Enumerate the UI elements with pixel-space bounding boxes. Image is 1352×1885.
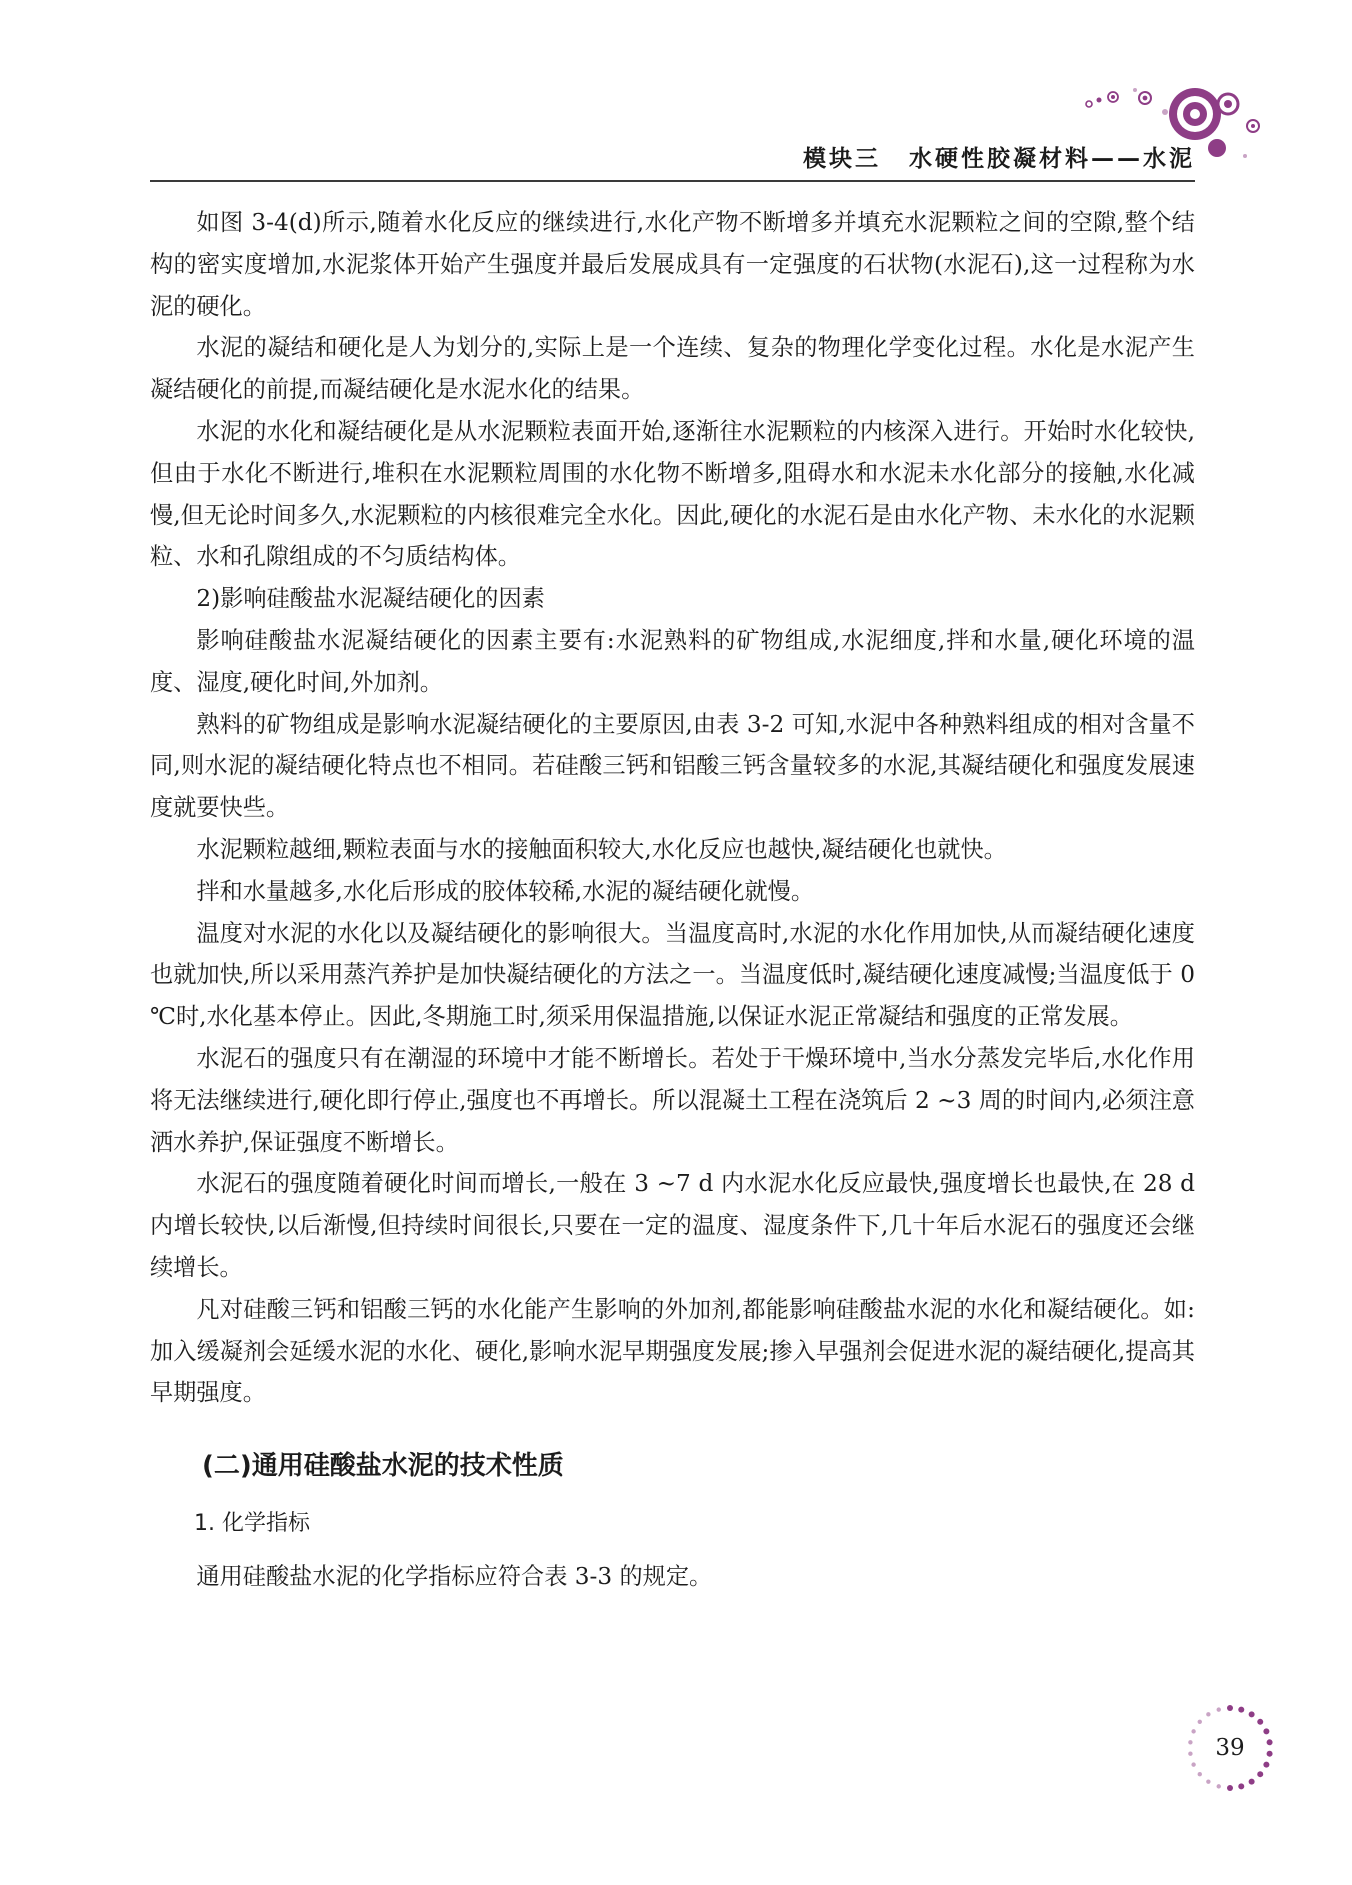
paragraph: 温度对水泥的水化以及凝结硬化的影响很大。当温度高时,水泥的水化作用加快,从而凝结硬化速度也就加快,所以采用蒸汽养护是加快凝结硬化的方法之一。当温度低时,凝结硬化速度减慢;当温度低于 0 ℃时,水化基本停止。因此,冬期施工时,须采用保温措施,以保证水泥正常凝结和强度的正常发展。 xyxy=(150,919,1195,1031)
paragraph: 水泥颗粒越细,颗粒表面与水的接触面积较大,水化反应也越快,凝结硬化也就快。 xyxy=(196,835,1007,863)
paragraph: 拌和水量越多,水化后形成的胶体较稀,水泥的凝结硬化就慢。 xyxy=(196,877,815,905)
paragraph: 水泥的凝结和硬化是人为划分的,实际上是一个连续、复杂的物理化学变化过程。水化是水泥产生凝结硬化的前提,而凝结硬化是水泥水化的结果。 xyxy=(150,334,1195,404)
paragraph: 通用硅酸盐水泥的化学指标应符合表 3-3 的规定。 xyxy=(196,1563,713,1591)
paragraph: 如图 3-4(d)所示,随着水化反应的继续进行,水化产物不断增多并填充水泥颗粒之间的空隙,整个结构的密实度增加,水泥浆体开始产生强度并最后发展成具有一定强度的石状物(水泥石),这一过程称为水泥的硬化。 xyxy=(150,209,1195,320)
section-heading: (二)通用硅酸盐水泥的技术性质 xyxy=(202,1451,564,1482)
paragraph: 凡对硅酸三钙和铝酸三钙的水化能产生影响的外加剂,都能影响硅酸盐水泥的水化和凝结硬化。如:加入缓凝剂会延缓水泥的水化、硬化,影响水泥早期强度发展;掺入早强剂会促进水泥的凝结硬化,提高其早期强度。 xyxy=(150,1295,1195,1407)
header-text xyxy=(803,140,1195,173)
paragraph: 影响硅酸盐水泥凝结硬化的因素主要有:水泥熟料的矿物组成,水泥细度,拌和水量,硬化环境的温度、湿度,硬化时间,外加剂。 xyxy=(150,626,1195,696)
paragraph: 水泥石的强度随着硬化时间而增长,一般在 3 ~7 d 内水泥水化反应最快,强度增长也最快,在 28 d 内增长较快,以后渐慢,但持续时间很长,只要在一定的温度、湿度条件下,几十年后水泥石的强度还会继续增长。 xyxy=(150,1170,1195,1281)
subsection-heading: 1. 化学指标 xyxy=(194,1511,310,1537)
paragraph: 熟料的矿物组成是影响水泥凝结硬化的主要原因,由表 3-2 可知,水泥中各种熟料组成的相对含量不同,则水泥的凝结硬化特点也不相同。若硅酸三钙和铝酸三钙含量较多的水泥,其凝结硬化和强度发展速度就要快些。 xyxy=(150,710,1195,822)
header-module: 模块三 xyxy=(803,146,881,172)
paragraph: 水泥的水化和凝结硬化是从水泥颗粒表面开始,逐渐往水泥颗粒的内核深入进行。开始时水化较快,但由于水化不断进行,堆积在水泥颗粒周围的水化物不断增多,阻碍水和水泥未水化部分的接触,水化减慢,但无论时间多久,水泥颗粒的内核很难完全水化。因此,硬化的水泥石是由水化产物、未水化的水泥颗粒、水和孔隙组成的不匀质结构体。 xyxy=(150,417,1195,571)
page-header xyxy=(150,138,1195,182)
paragraph: 水泥石的强度只有在潮湿的环境中才能不断增长。若处于干燥环境中,当水分蒸发完毕后,水化作用将无法继续进行,硬化即行停止,强度也不再增长。所以混凝土工程在浇筑后 2 ~3 周的时间内,必须注意洒水养护,保证强度不断增长。 xyxy=(150,1044,1195,1156)
page-number-badge xyxy=(1180,1698,1280,1798)
header-title: 水硬性胶凝材料——水泥 xyxy=(909,146,1195,172)
subsection-title: 2)影响硅酸盐水泥凝结硬化的因素 xyxy=(196,585,545,613)
main-content xyxy=(150,202,1195,1598)
page-number: 39 xyxy=(1215,1735,1245,1761)
